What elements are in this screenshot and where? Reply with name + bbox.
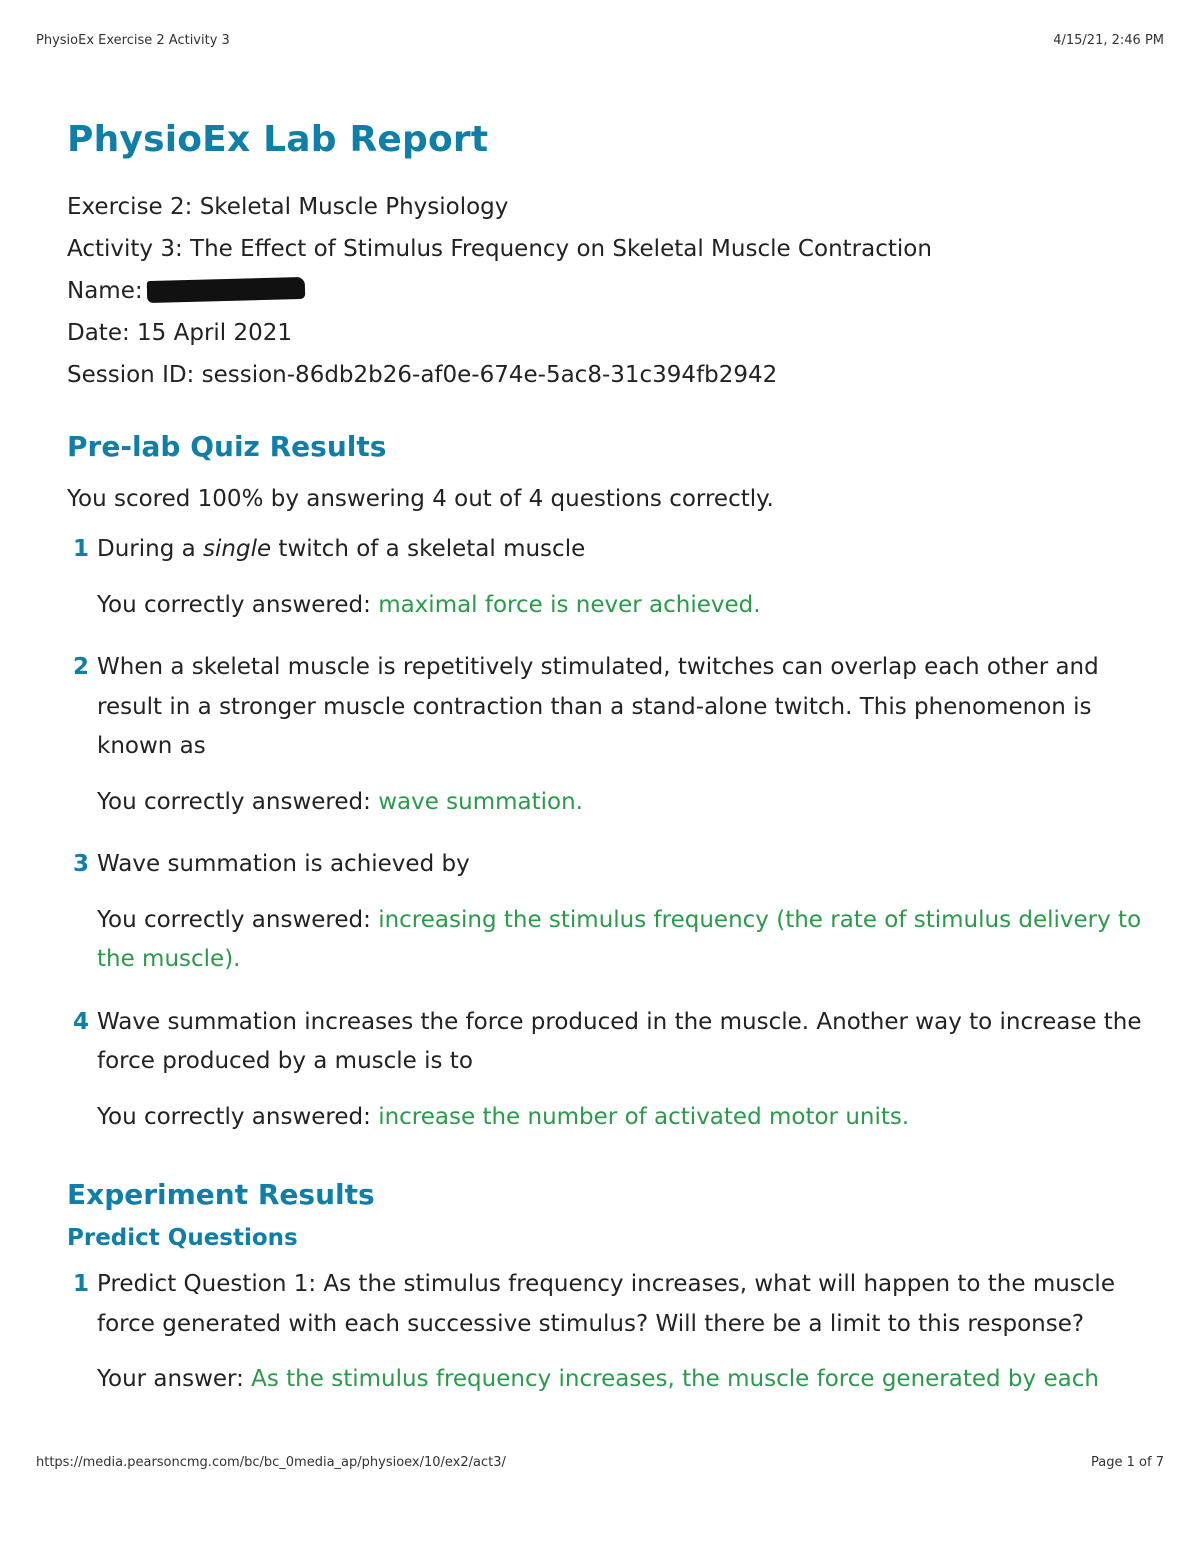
predict-question [67, 1265, 1157, 1344]
answer-prefix: You correctly answered: [97, 1103, 379, 1130]
question-text: When a skeletal muscle is repetitively stimulated, twitches can overlap each other and result in a stronger muscle contraction than a stand-alone twitch. This phenomenon is known as [97, 654, 1099, 759]
question-text-start: During a [97, 536, 204, 562]
footer-url: https://media.pearsoncmg.com/bc/bc_0media_ap/physioex/10/ex2/act3/ [36, 1455, 506, 1470]
question-text-end: twitch of a skeletal muscle [271, 536, 586, 562]
experiment-heading: Experiment Results [67, 1178, 375, 1211]
answer-prefix: You correctly answered: [97, 591, 379, 618]
answer-value: increasing the stimulus frequency (the rate of stimulus delivery to the muscle). [97, 906, 1142, 972]
predict-subheading: Predict Questions [67, 1225, 298, 1251]
question-text-emphasis: single [203, 536, 272, 562]
question-number: 4 [73, 1008, 90, 1035]
quiz-question [67, 845, 1157, 885]
question-number: 1 [73, 1271, 90, 1297]
report-meta [67, 186, 1157, 396]
question-text: Predict Question 1: As the stimulus frequency increases, what will happen to the muscle force generated with each successive stimulus? Will there be a limit to this response? [97, 1271, 1115, 1337]
question-text: Wave summation is achieved by [97, 851, 470, 877]
session-line: Session ID: session-86db2b26-af0e-674e-5ac8-31c394fb2942 [67, 362, 778, 388]
quiz-answer [67, 901, 1157, 980]
print-footer [36, 1455, 1164, 1470]
prelab-heading: Pre-lab Quiz Results [67, 430, 387, 463]
quiz-question [67, 530, 1157, 570]
date-line: Date: 15 April 2021 [67, 320, 293, 346]
answer-prefix: You correctly answered: [97, 906, 379, 933]
answer-prefix: You correctly answered: [97, 788, 379, 815]
quiz-score: You scored 100% by answering 4 out of 4 questions correctly. [67, 486, 774, 512]
prelab-section [67, 430, 1157, 1137]
name-line [67, 270, 1157, 312]
answer-prefix: Your answer: [97, 1366, 252, 1392]
answer-value: wave summation. [378, 788, 583, 815]
page-number: Page 1 of 7 [1091, 1455, 1164, 1470]
quiz-question [67, 1003, 1157, 1082]
report-content [67, 112, 1157, 396]
answer-value: maximal force is never achieved. [378, 591, 761, 618]
redaction-mark [146, 277, 305, 303]
page-title: PhysioEx Lab Report [67, 119, 489, 160]
exercise-line: Exercise 2: Skeletal Muscle Physiology [67, 194, 509, 220]
quiz-question [67, 648, 1157, 767]
print-header-timestamp: 4/15/21, 2:46 PM [1053, 33, 1164, 48]
name-label: Name: [67, 278, 143, 304]
quiz-answer [67, 783, 1157, 823]
experiment-section [67, 1178, 1157, 1400]
question-text: Wave summation increases the force produced in the muscle. Another way to increase the force produced by a muscle is to [97, 1008, 1142, 1074]
question-number: 1 [73, 536, 90, 562]
activity-line: Activity 3: The Effect of Stimulus Frequency on Skeletal Muscle Contraction [67, 236, 932, 262]
answer-value: increase the number of activated motor units. [378, 1103, 910, 1130]
quiz-answer [67, 1098, 1157, 1138]
question-number: 3 [73, 851, 90, 877]
answer-value: As the stimulus frequency increases, the muscle force generated by each [251, 1366, 1099, 1392]
predict-answer [67, 1360, 1157, 1400]
print-header-title: PhysioEx Exercise 2 Activity 3 [36, 33, 230, 48]
question-number: 2 [73, 654, 90, 680]
print-header [36, 33, 1164, 48]
quiz-answer [67, 586, 1157, 626]
